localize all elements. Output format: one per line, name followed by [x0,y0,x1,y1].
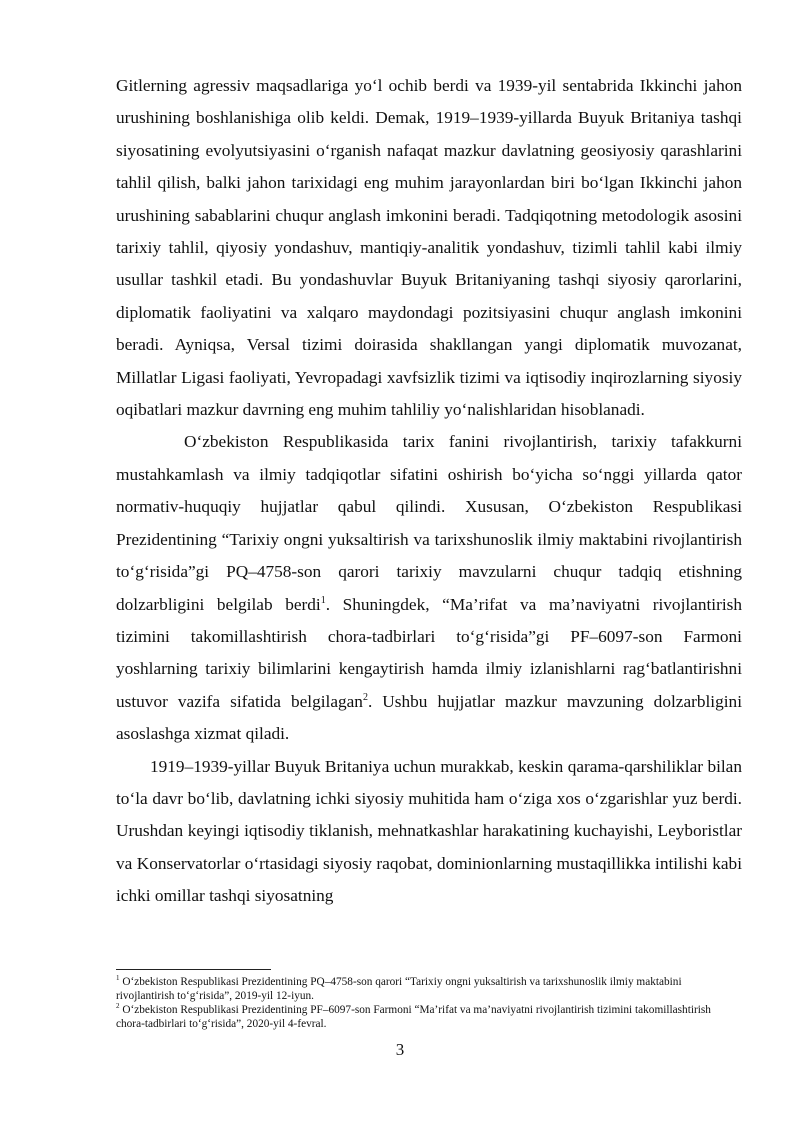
footnote-ref-2[interactable]: 2 [362,691,368,703]
footnote-number-1: 1 [116,974,120,983]
paragraph-3: 1919–1939-yillar Buyuk Britaniya uchun murakkab, keskin qarama-qarshiliklar bilan to‘la davr bo‘lib, davlatning ichki siyosiy muhitida ham o‘ziga xos o‘zgarishlar yuz berdi. Urushdan keyingi iqtisodiy tiklanish, mehnatkashlar harakatining kuchayishi, Leyboristlar va Konservatorlar o‘rtasidagi siyosiy raqobat, dominionlarning mustaqillikka intilishi kabi ichki omillar tashqi siyosatning [116,756,742,906]
paragraph-2-part-2: . Shuningdek, “Ma’rifat va ma’naviyatni rivojlantirish tizimini takomillashtirish chora-tadbirlari to‘g‘risida”gi PF–6097-son Farmoni yoshlarning tarixiy bilimlarini kengaytirish hamda ilmiy izlanishlarni rag‘batlantirishni ustuvor vazifa sifatida belgilagan [116,594,743,711]
footnote-number-2: 2 [116,1002,120,1011]
page-number: 3 [395,1040,405,1059]
footnote-separator [116,969,271,970]
paragraph-2-part-1: O‘zbekiston Respublikasida tarix fanini rivojlantirish, tarixiy tafakkurni mustahkamlash va ilmiy tadqiqotlar sifatini oshirish bo‘yicha so‘nggi yillarda qator normativ-huquqiy hujjatlar qabul qilindi. Xususan, O‘zbekiston Respublikasi Prezidentining “Tarixiy ongni yuksaltirish va tarixshunoslik ilmiy maktabini rivojlantirish to‘g‘risida”gi PQ–4758-son qarori tarixiy mavzularni chuqur tadqiq etishning dolzarbligini belgilab berdi [116,432,742,614]
footnotes [116,975,742,1031]
footnote-2 [116,1003,742,1031]
footnote-text-2: O‘zbekiston Respublikasi Prezidentining PF–6097-son Farmoni “Ma’rifat va ma’naviyatni rivojlantirish tizimini takomillashtirish chora-tadbirlari to‘g‘risida”, 2020-yil 4-fevral. [116,1004,711,1030]
document-body [116,70,742,913]
footnote-ref-1[interactable]: 1 [320,594,326,606]
footnote-text-1: O‘zbekiston Respublikasi Prezidentining PQ–4758-son qarori “Tarixiy ongni yuksaltirish va tarixshunoslik ilmiy maktabini rivojlantirish to‘g‘risida”, 2019-yil 12-iyun. [116,976,682,1002]
footnote-1 [116,975,742,1003]
paragraph-2-part-3: . Ushbu hujjatlar mazkur mavzuning dolzarbligini asoslashga xizmat qiladi. [116,691,742,744]
paragraph-2 [116,426,742,750]
paragraph-1: Gitlerning agressiv maqsadlariga yo‘l ochib berdi va 1939-yil sentabrida Ikkinchi jahon urushining boshlanishiga olib keldi. Demak, 1919–1939-yillarda Buyuk Britaniya tashqi siyosatining evolyutsiyasini o‘rganish nafaqat mazkur davlatning geosiyosiy qarashlarini tahlil qilish, balki jahon tarixidagi eng muhim jarayonlardan biri bo‘lgan Ikkinchi jahon urushining sabablarini chuqur anglash imkonini beradi. Tadqiqotning metodologik asosini tarixiy tahlil, qiyosiy yondashuv, mantiqiy-analitik yondashuv, tizimli tahlil kabi ilmiy usullar tashkil etadi. Bu yondashuvlar Buyuk Britaniyaning tashqi siyosiy qarorlarini, diplomatik faoliyatini va xalqaro maydondagi pozitsiyasini chuqur anglash imkonini beradi. Ayniqsa, Versal tizimi doirasida shakllangan yangi diplomatik muvozanat, Millatlar Ligasi faoliyati, Yevropadagi xavfsizlik tizimi va iqtisodiy inqirozlarning siyosiy oqibatlari mazkur davrning eng muhim tahliliy yo‘nalishlaridan hisoblanadi. [116,76,742,420]
